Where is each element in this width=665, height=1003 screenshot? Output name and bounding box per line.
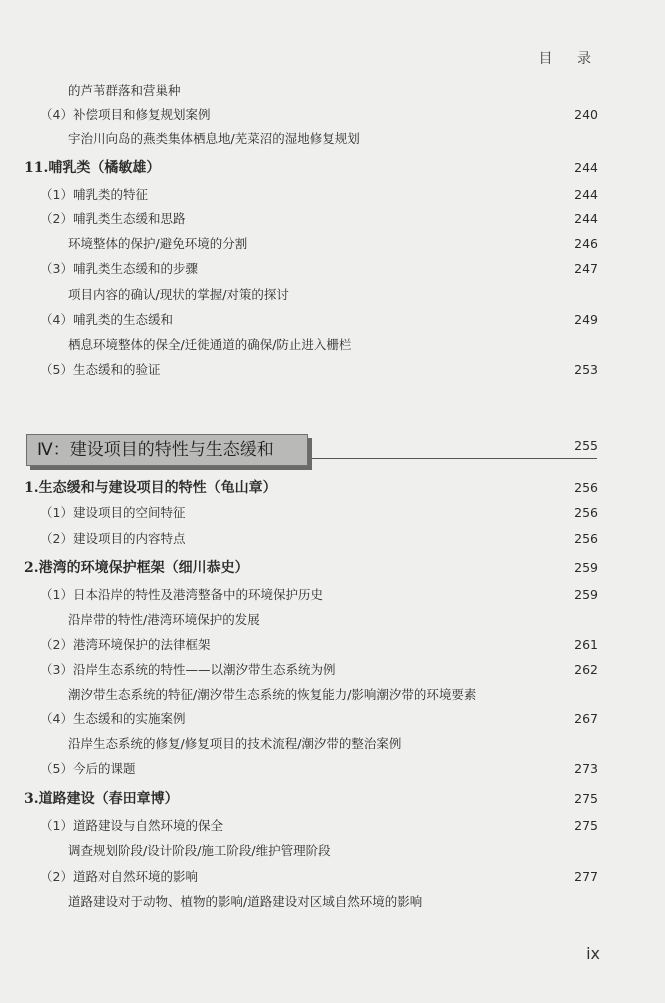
part-heading-row [0, 435, 665, 457]
toc-entry-text [40, 866, 198, 888]
toc-entry [0, 758, 665, 780]
toc-entry [0, 815, 665, 837]
toc-leader-dots [255, 233, 568, 255]
toc-subentry [0, 334, 665, 356]
toc-entry-number: （1） [40, 587, 73, 602]
toc-page-number: 247 [574, 261, 598, 276]
toc-entry [0, 634, 665, 656]
toc-entry-title: 日本沿岸的特性及港湾整备中的环境保护历史 [72, 587, 323, 602]
toc-entry [0, 659, 665, 681]
toc-entry [0, 584, 665, 606]
toc-subentry [0, 233, 665, 255]
part-page-number: 255 [574, 438, 598, 453]
toc-leader-dots [218, 104, 568, 126]
toc-entry-text: 潮汐带生态系统的特征/潮汐带生态系统的恢复能力/影响潮汐带的环境要素 [68, 687, 477, 702]
toc-leader-dots [193, 208, 568, 230]
toc-entry [0, 708, 665, 730]
toc-entry-text: 调查规划阶段/设计阶段/施工阶段/维护管理阶段 [68, 843, 331, 858]
toc-entry-text: 宇治川向岛的燕类集体栖息地/芜菜沼的湿地修复规划 [68, 131, 360, 146]
toc-entry-number: （5） [40, 362, 73, 377]
toc-subentry [0, 609, 665, 631]
toc-entry-title: 港湾环境保护的法律框架 [72, 637, 211, 652]
page-number: ix [586, 944, 600, 963]
toc-page-number: 244 [574, 160, 598, 175]
toc-entry-number: （3） [40, 261, 73, 276]
toc-section-heading [0, 477, 665, 499]
page-header-title: 目 录 [538, 51, 601, 67]
toc-entry [0, 359, 665, 381]
toc-entry-title: 哺乳类的生态缓和 [72, 312, 173, 327]
toc-entry [0, 866, 665, 888]
part-heading-label: Ⅳ：建设项目的特性与生态缓和 [37, 440, 274, 460]
toc-entry-number: （2） [40, 637, 73, 652]
toc-page-number: 275 [574, 818, 598, 833]
toc-page-number: 256 [574, 505, 598, 520]
toc-entry-number: （1） [40, 505, 73, 520]
toc-leader-dots [285, 477, 568, 499]
toc-entry-text [40, 309, 173, 331]
toc-page-number: 277 [574, 869, 598, 884]
toc-entry-number: （4） [40, 312, 73, 327]
toc-entry-title: 沿岸生态系统的特性——以潮汐带生态系统为例 [72, 662, 336, 677]
toc-entry-text: 道路建设对于动物、植物的影响/道路建设对区域自然环境的影响 [68, 894, 423, 909]
toc-leader-dots [206, 866, 568, 888]
toc-entry-title: 道路建设与自然环境的保全 [72, 818, 223, 833]
toc-page-number: 275 [574, 791, 598, 806]
toc-leader-dots [206, 258, 568, 280]
toc-entry-number: （1） [40, 818, 73, 833]
toc-entry-title: 补偿项目和修复规划案例 [72, 107, 211, 122]
toc-entry-text: 1.生态缓和与建设项目的特性（龟山章） [24, 480, 277, 496]
toc-leader-dots [143, 758, 568, 780]
toc-entry-text: 11.哺乳类（橘敏雄） [24, 160, 161, 176]
toc-subentry [0, 733, 665, 755]
toc-page-number: 253 [574, 362, 598, 377]
toc-leader-dots [343, 659, 568, 681]
toc-page-number: 240 [574, 107, 598, 122]
toc-entry-text: 的芦苇群落和营巢种 [68, 83, 181, 98]
toc-entry-title: 建设项目的内容特点 [72, 531, 186, 546]
toc-page-number: 273 [574, 761, 598, 776]
toc-page-number: 261 [574, 637, 598, 652]
toc-leader-dots [331, 584, 568, 606]
toc-leader-dots [218, 634, 568, 656]
toc-entry-text [40, 634, 210, 656]
toc-entry-text: 环境整体的保护/避免环境的分割 [68, 236, 248, 251]
toc-entry-text [40, 815, 223, 837]
toc-page-number: 259 [574, 587, 598, 602]
toc-entry-text: 沿岸带的特性/港湾环境保护的发展 [68, 612, 260, 627]
toc-entry-text [40, 104, 210, 126]
toc-entry-number: （4） [40, 107, 73, 122]
toc-leader-dots [168, 359, 568, 381]
toc-entry-title: 哺乳类生态缓和思路 [72, 211, 186, 226]
toc-entry-number: （5） [40, 761, 73, 776]
toc-page-number: 244 [574, 211, 598, 226]
toc-entry [0, 258, 665, 280]
toc-leader-dots [193, 528, 568, 550]
toc-entry-text: 3.道路建设（春田章博） [24, 791, 179, 807]
toc-entry-text [40, 359, 160, 381]
toc-leader-dots [168, 157, 568, 179]
toc-subentry [0, 891, 665, 913]
toc-section-heading [0, 557, 665, 579]
toc-subentry [0, 80, 665, 102]
toc-subentry [0, 284, 665, 306]
toc-entry-title: 生态缓和的验证 [72, 362, 161, 377]
toc-entry [0, 184, 665, 206]
toc-entry [0, 309, 665, 331]
toc-subentry [0, 128, 665, 150]
toc-page-number: 244 [574, 187, 598, 202]
toc-page-number: 256 [574, 531, 598, 546]
toc-entry [0, 528, 665, 550]
toc-entry-title: 哺乳类的特征 [72, 187, 148, 202]
toc-subentry [0, 840, 665, 862]
toc-leader-dots [231, 815, 568, 837]
toc-entry-title: 建设项目的空间特征 [72, 505, 186, 520]
toc-entry-text: 2.港湾的环境保护框架（细川恭史） [24, 560, 249, 576]
part-heading-rule [312, 458, 597, 459]
toc-entry-text [40, 528, 185, 550]
toc-entry-number: （2） [40, 869, 73, 884]
toc-entry-text: 沿岸生态系统的修复/修复项目的技术流程/潮汐带的整治案例 [68, 736, 402, 751]
toc-leader-dots [193, 502, 568, 524]
toc-page-number: 259 [574, 560, 598, 575]
toc-entry-text [40, 708, 185, 730]
toc-entry-number: （3） [40, 662, 73, 677]
toc-page-number: 249 [574, 312, 598, 327]
toc-entry [0, 502, 665, 524]
toc-entry-text [40, 502, 185, 524]
toc-page-number: 267 [574, 711, 598, 726]
toc-entry-text [40, 758, 135, 780]
toc-entry [0, 104, 665, 126]
toc-entry-number: （4） [40, 711, 73, 726]
toc-leader-dots [187, 788, 568, 810]
toc-entry [0, 208, 665, 230]
toc-section-heading [0, 788, 665, 810]
toc-page-number: 246 [574, 236, 598, 251]
toc-entry-number: （2） [40, 211, 73, 226]
toc-section-heading [0, 157, 665, 179]
toc-entry-text [40, 208, 185, 230]
toc-leader-dots [257, 557, 568, 579]
toc-entry-text [40, 258, 198, 280]
toc-entry-text [40, 584, 323, 606]
toc-entry-title: 生态缓和的实施案例 [72, 711, 186, 726]
toc-entry-number: （2） [40, 531, 73, 546]
toc-entry-text: 项目内容的确认/现状的掌握/对策的探讨 [68, 287, 289, 302]
toc-leader-dots [156, 184, 568, 206]
toc-leader-dots [193, 708, 568, 730]
toc-subentry [0, 684, 665, 706]
toc-entry-text [40, 659, 335, 681]
toc-entry-title: 今后的课题 [72, 761, 136, 776]
toc-entry-text: 栖息环境整体的保全/迁徙通道的确保/防止进入栅栏 [68, 337, 352, 352]
toc-entry-text [40, 184, 148, 206]
toc-page-number: 262 [574, 662, 598, 677]
toc-page-number: 256 [574, 480, 598, 495]
toc-entry-title: 哺乳类生态缓和的步骤 [72, 261, 198, 276]
toc-leader-dots [181, 309, 568, 331]
toc-entry-title: 道路对自然环境的影响 [72, 869, 198, 884]
toc-entry-number: （1） [40, 187, 73, 202]
